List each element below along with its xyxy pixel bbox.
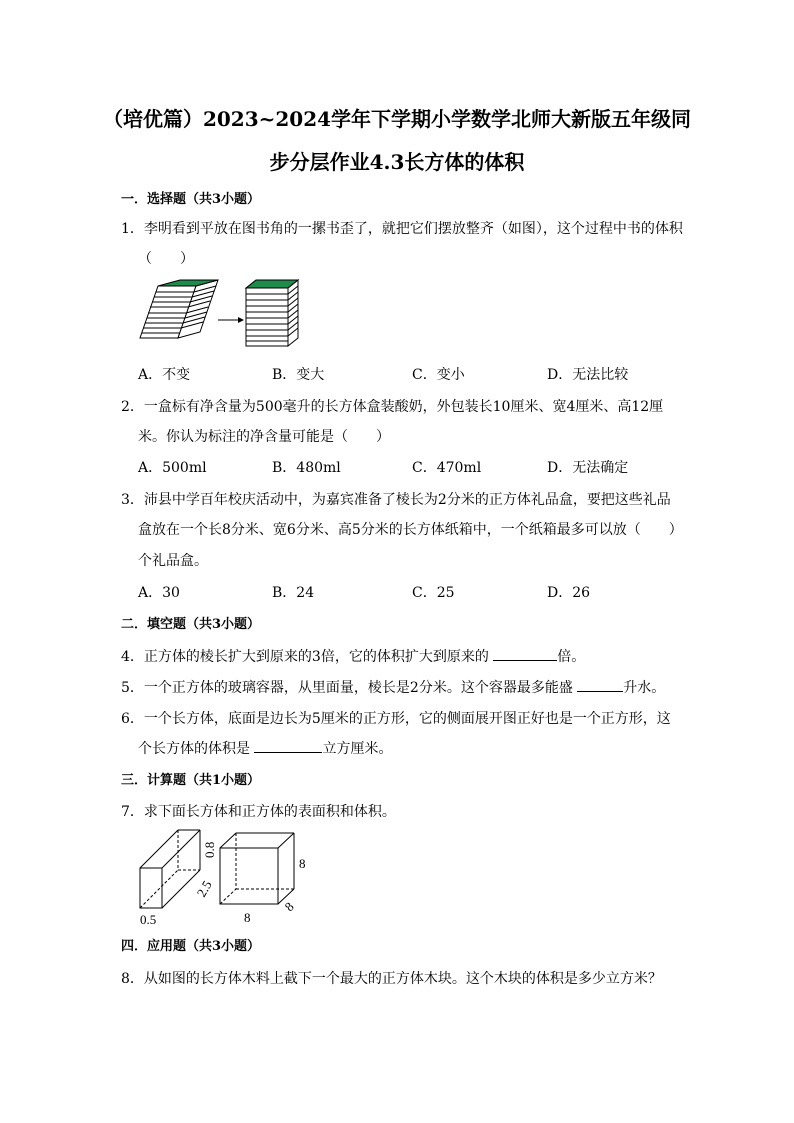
- section-application: 四．应用题（共3小题）: [121, 939, 261, 954]
- cube-depth-label: 8: [281, 898, 297, 915]
- right-arrow-icon: [218, 317, 244, 323]
- question-4-text: 4．正方体的棱长扩大到原来的3倍，它的体积扩大到原来的: [121, 649, 489, 665]
- question-5-unit: 升水。: [623, 680, 666, 696]
- question-5-text: 5．一个正方体的玻璃容器，从里面量，棱长是2分米。这个容器最多能盛: [121, 680, 573, 696]
- answer-blank-6[interactable]: [254, 738, 322, 753]
- question-2-text-cont: 米。你认为标注的净含量可能是（ ）: [138, 429, 390, 445]
- cube: [220, 833, 294, 904]
- q1-option-a: A．不变: [138, 367, 191, 383]
- question-6-text: 6．一个长方体，底面是边长为5厘米的正方形，它的侧面展开图正好也是一个正方形，这: [121, 711, 671, 727]
- cube-width-label: 8: [244, 910, 251, 925]
- question-4: [121, 646, 585, 666]
- document-title-line1: （培优篇）2023~2024学年下学期小学数学北师大新版五年级同: [102, 107, 692, 131]
- q1-option-d: D．无法比较: [547, 367, 629, 383]
- slanted-book-stack: [140, 280, 218, 338]
- q2-option-b: B．480ml: [272, 460, 341, 476]
- question-6-cont: [138, 738, 392, 758]
- question-1-text: 1．李明看到平放在图书角的一摞书歪了，就把它们摆放整齐（如图），这个过程中书的体积: [121, 221, 683, 237]
- q3-option-d: D．26: [547, 585, 591, 601]
- q1-option-c: C．变小: [412, 367, 465, 383]
- question-2-text: 2．一盒标有净含量为500毫升的长方体盒装酸奶，外包装长10厘米、宽4厘米、高12厘: [121, 399, 664, 415]
- question-6-unit: 立方厘米。: [322, 741, 393, 757]
- q3-option-b: B．24: [272, 585, 315, 601]
- straight-cover: [246, 280, 298, 288]
- q3-option-c: C．25: [412, 585, 455, 601]
- question-7-text: 7．求下面长方体和正方体的表面积和体积。: [121, 804, 396, 820]
- prism-width-label: 0.5: [140, 912, 157, 927]
- prism-cube-figure: [134, 828, 314, 928]
- q2-option-d: D．无法确定: [547, 460, 629, 476]
- section-calculation: 三．计算题（共1小题）: [121, 773, 261, 788]
- answer-blank-5[interactable]: [577, 677, 623, 692]
- document-title-line2: 步分层作业4.3长方体的体积: [269, 150, 525, 174]
- question-1-paren: （ ）: [138, 251, 194, 267]
- answer-blank-4[interactable]: [493, 646, 557, 661]
- question-8-text: 8．从如图的长方体木料上截下一个最大的正方体木块。这个木块的体积是多少立方米？: [121, 971, 662, 987]
- section-choice: 一．选择题（共3小题）: [121, 192, 261, 207]
- question-3-text-cont: 盒放在一个长8分米、宽6分米、高5分米的长方体纸箱中，一个纸箱最多可以放（ ）: [138, 522, 683, 538]
- question-4-unit: 倍。: [557, 649, 586, 665]
- q2-option-c: C．470ml: [412, 460, 482, 476]
- cube-height-label: 8: [299, 856, 306, 871]
- q3-option-a: A．30: [138, 585, 180, 601]
- question-3-text: 3．沛县中学百年校庆活动中，为嘉宾准备了棱长为2分米的正方体礼品盒，要把这些礼品: [121, 492, 671, 508]
- straight-book-stack: [246, 280, 298, 346]
- q1-option-b: B．变大: [272, 367, 325, 383]
- question-5: [121, 677, 665, 697]
- prism-length-label: 2.5: [193, 877, 215, 900]
- books-figure: [138, 278, 318, 350]
- q2-option-a: A．500ml: [138, 460, 207, 476]
- long-prism: [140, 830, 200, 908]
- question-6-text-cont: 个长方体的体积是: [138, 741, 250, 757]
- section-fill-blank: 二．填空题（共3小题）: [121, 617, 261, 632]
- prism-depth-label: 0.8: [202, 841, 217, 858]
- question-3-text-end: 个礼品盒。: [138, 553, 208, 569]
